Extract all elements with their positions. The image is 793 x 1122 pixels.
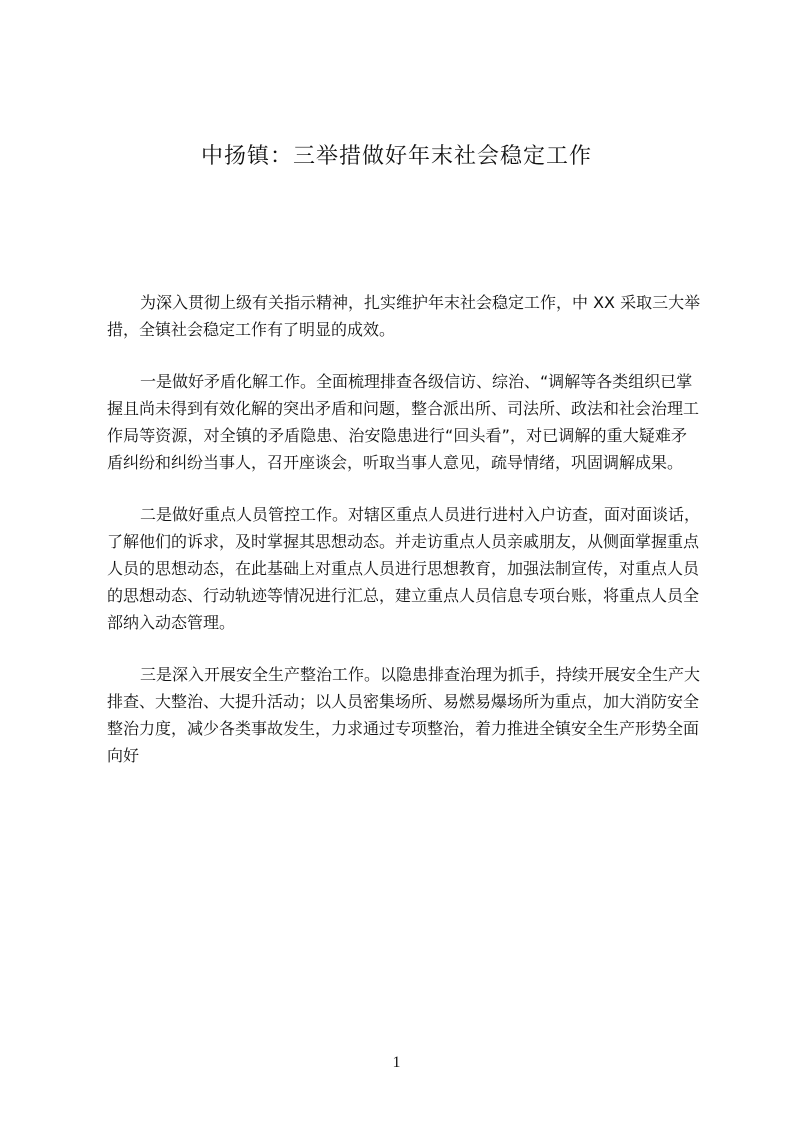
paragraph [107,289,701,343]
paragraph-line: 作局等资源，对全镇的矛盾隐患、治安隐患进行“回头看”，对已调解的重大疑难矛 [107,426,687,445]
paragraph-line: 盾纠纷和纠纷当事人，召开座谈会，听取当事人意见，疏导情绪，巩固调解成果。 [107,453,684,472]
page-number: 1 [392,1054,401,1071]
paragraph-line: 握且尚未得到有效化解的突出矛盾和问题，整合派出所、司法所、政法和社会治理工 [107,399,700,418]
paragraph-line: 人员的思想动态，在此基础上对重点人员进行思想教育，加强法制宣传，对重点人员 [107,559,700,578]
paragraph-line: 排查、大整治、大提升活动；以人员密集场所、易燃易爆场所为重点，加大消防安全 [107,692,700,711]
paragraph-line: 措，全镇社会稳定工作有了明显的成效。 [107,320,396,339]
paragraph-line: 向好 [107,746,140,765]
paragraph-line: 一是做好矛盾化解工作。全面梳理排查各级信访、综治、“调解等各类组织已掌 [140,372,693,391]
paragraph-line: 二是做好重点人员管控工作。对辖区重点人员进行进村入户访查，面对面谈话， [140,505,701,524]
paragraph [107,661,701,769]
paragraph-line: 三是深入开展安全生产整治工作。以隐患排查治理为抓手，持续开展安全生产大 [140,665,701,684]
paragraph [107,368,700,476]
paragraph-line: 了解他们的诉求，及时掌握其思想动态。并走访重点人员亲戚朋友，从侧面掌握重点 [107,532,700,551]
paragraph-line: 部纳入动态管理。 [107,613,236,632]
paragraph-line: 为深入贯彻上级有关指示精神，扎实维护年末社会稳定工作，中 XX 采取三大举 [140,293,701,312]
paragraph-line: 整治力度，减少各类事故发生，力求通过专项整治，着力推进全镇安全生产形势全面 [107,719,700,738]
paragraph-line: 的思想动态、行动轨迹等情况进行汇总，建立重点人员信息专项台账，将重点人员全 [107,586,700,605]
document-body [107,289,701,794]
paragraph [107,501,701,636]
document-title: 中扬镇：三举措做好年末社会稳定工作 [200,144,592,169]
